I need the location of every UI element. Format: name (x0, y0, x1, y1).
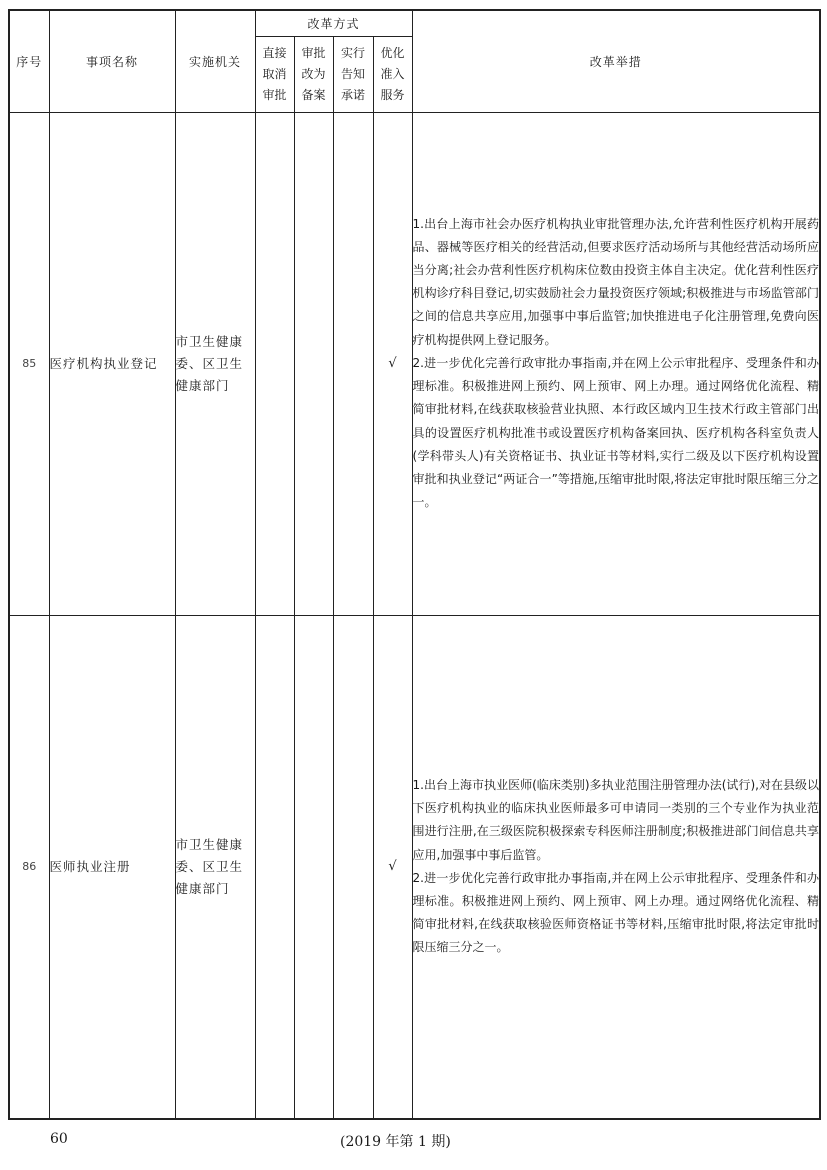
row-mark-optimize: √ (373, 112, 412, 615)
row-mark-cancel (255, 615, 294, 1119)
table-row (9, 615, 820, 1119)
row-mark-commitment (333, 615, 373, 1119)
measure-paragraph: 1.出台上海市社会办医疗机构执业审批管理办法,允许营利性医疗机构开展药品、器械等医疗相关的经营活动,但要求医疗活动场所与其他经营活动场所应当分离;社会办营利性医疗机构床位数由投资主体自主决定。优化营利性医疗机构诊疗科目登记,切实鼓励社会力量投资医疗领域;积极推进与市场监管部门之间的信息共享应用,加强事中事后监管;加快推进电子化注册管理,免费向医疗机构提供网上登记服务。 (412, 216, 820, 347)
row-mark-cancel (255, 112, 294, 615)
page-number: 60 (50, 1131, 68, 1147)
row-seq: 86 (9, 615, 49, 1119)
row-mark-optimize: √ (373, 615, 412, 1119)
header-measures: 改革举措 (412, 10, 820, 112)
header-cancel-approval: 直接 取消 审批 (255, 36, 294, 112)
table-row (9, 112, 820, 615)
row-item-name: 医疗机构执业登记 (49, 112, 175, 615)
header-reform-mode: 改革方式 (255, 10, 412, 36)
row-org: 市卫生健康委、区卫生健康部门 (175, 615, 255, 1119)
row-org: 市卫生健康委、区卫生健康部门 (175, 112, 255, 615)
row-mark-filing (294, 615, 333, 1119)
row-seq: 85 (9, 112, 49, 615)
measure-paragraph: 1.出台上海市执业医师(临床类别)多执业范围注册管理办法(试行),对在县级以下医疗机构执业的临床执业医师最多可申请同一类别的三个专业作为执业范围进行注册,在三级医院积极探索专科医师注册制度;积极推进部门间信息共享应用,加强事中事后监管。 (412, 777, 820, 862)
header-seq: 序号 (9, 10, 49, 112)
measure-paragraph: 2.进一步优化完善行政审批办事指南,并在网上公示审批程序、受理条件和办理标准。积极推进网上预约、网上预审、网上办理。通过网络优化流程、精简审批材料,在线获取核验医师资格证书等材料,压缩审批时限,将法定审批时限压缩三分之一。 (412, 870, 820, 955)
row-mark-filing (294, 112, 333, 615)
row-mark-commitment (333, 112, 373, 615)
header-approval-to-filing: 审批 改为 备案 (294, 36, 333, 112)
header-optimize-access: 优化 准入 服务 (373, 36, 412, 112)
row-item-name: 医师执业注册 (49, 615, 175, 1119)
header-org: 实施机关 (175, 10, 255, 112)
measure-paragraph: 2.进一步优化完善行政审批办事指南,并在网上公示审批程序、受理条件和办理标准。积极推进网上预约、网上预审、网上办理。通过网络优化流程、精简审批材料,在线获取核验营业执照、本行政区域内卫生技术行政主管部门出具的设置医疗机构批准书或设置医疗机构备案回执、医疗机构各科室负责人(学科带头人)有关资格证书、执业证书等材料,实行二级及以下医疗机构设置审批和执业登记“两证合一”等措施,压缩审批时限,将法定审批时限压缩三分之一。 (412, 355, 820, 510)
row-measures (412, 112, 820, 615)
row-measures (412, 615, 820, 1119)
header-item-name: 事项名称 (49, 10, 175, 112)
header-notification-commitment: 实行 告知 承诺 (333, 36, 373, 112)
reform-table (8, 9, 821, 1120)
issue-label: (2019 年第 1 期) (340, 1134, 451, 1150)
